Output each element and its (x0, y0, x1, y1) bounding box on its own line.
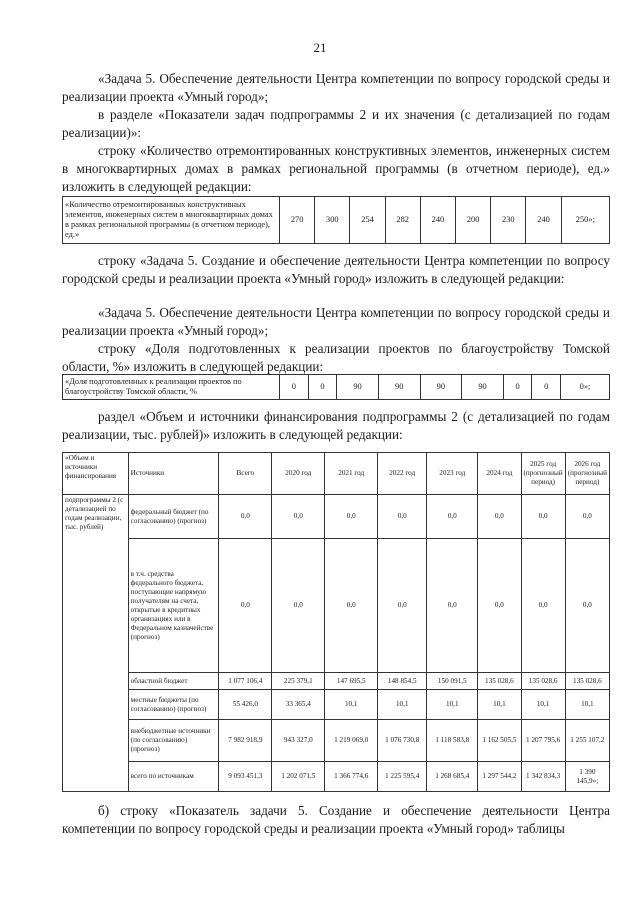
table-cell-label: «Количество отремонтированных конструктивных элементов, инженерных систем в многоквартирных домах в рамках региональной программы (в отчетном периоде), ед.» (63, 197, 280, 244)
table-cell: 0 (503, 375, 532, 400)
table-cell: 10,1 (325, 690, 378, 720)
financing-table (62, 452, 610, 792)
table-cell: 7 982 918,9 (219, 719, 272, 761)
table-cell: 0,0 (219, 495, 272, 539)
table-row (63, 719, 610, 761)
table-cell: 0 (308, 375, 337, 400)
table-cell: 943 327,0 (272, 719, 325, 761)
table-cell-source: в т.ч. средства федерального бюджета, поступающие напрямую получателям на счета, открытые в кредитных организациях или в Федеральном казначействе (прогноз) (128, 539, 219, 673)
table-cell: 0 (532, 375, 561, 400)
table-cell: 10,1 (378, 690, 427, 720)
table-cell: 0,0 (378, 495, 427, 539)
table-cell: 1 202 071,5 (272, 762, 325, 792)
paragraph-row-repaired-elements: строку «Количество отремонтированных конструктивных элементов, инженерных систем в многоквартирных домах в рамках региональной программы (в отчетном периоде), ед.» изложить в следующей редакции: (62, 143, 610, 194)
table-corner-cell: «Объем и источники финансирования (63, 453, 129, 495)
table-cell: 1 268 685,4 (427, 762, 478, 792)
share-projects-table (62, 374, 610, 400)
table-cell: 1 342 834,3 (521, 762, 565, 792)
table-cell: 0,0 (565, 539, 609, 673)
table-cell: 282 (385, 197, 420, 244)
table-header-cell: 2023 год (427, 453, 478, 495)
paragraph-row-task5-create: строку «Задача 5. Создание и обеспечение деятельности Центра компетенции по вопросу городской среды и реализации проекта «Умный город» изложить в следующей редакции: (62, 253, 610, 286)
table-cell: 0,0 (378, 539, 427, 673)
table-cell: 1 225 595,4 (378, 762, 427, 792)
table-cell-source: внебюджетные источники (по согласованию) (прогноз) (128, 719, 219, 761)
table-cell: 0»; (561, 375, 610, 400)
table-cell: 1 255 107,2 (565, 719, 609, 761)
table-cell: 1 366 774,6 (325, 762, 378, 792)
table-header-cell: 2026 год (прогнозный период) (565, 453, 609, 495)
table-cell: 1 162 505,5 (478, 719, 521, 761)
table-cell: 0,0 (427, 495, 478, 539)
table-header-cell: Всего (219, 453, 272, 495)
table-cell: 10,1 (478, 690, 521, 720)
table-cell: 0,0 (219, 539, 272, 673)
table-cell: 0,0 (478, 495, 521, 539)
table-cell: 90 (337, 375, 379, 400)
table-cell-label: «Доля подготовленных к реализации проектов по благоустройству Томской области, % (63, 375, 280, 400)
table-cell: 135 028,6 (565, 673, 609, 690)
table-cell: 90 (378, 375, 420, 400)
table-cell: 1 297 544,2 (478, 762, 521, 792)
table-row (63, 762, 610, 792)
table-row-header: подпрограммы 2 (с детализацией по годам реализации, тыс. рублей) (63, 495, 129, 792)
table-cell: 0,0 (272, 495, 325, 539)
table-cell-source: всего по источникам (128, 762, 219, 792)
table-cell: 254 (350, 197, 385, 244)
table-cell: 0,0 (325, 539, 378, 673)
table-header-cell: 2024 год (478, 453, 521, 495)
table-cell: 250»; (561, 197, 609, 244)
paragraph-task5: «Задача 5. Обеспечение деятельности Центра компетенции по вопросу городской среды и реализации проекта «Умный город»; (62, 71, 610, 104)
page-number: 21 (313, 40, 327, 55)
table-cell-source: федеральный бюджет (по согласованию) (прогноз) (128, 495, 219, 539)
table-cell-source: областной бюджет (128, 673, 219, 690)
table-header-cell: 2025 год (прогнозный период) (521, 453, 565, 495)
table-row (63, 197, 610, 244)
table-cell: 0,0 (521, 495, 565, 539)
table-cell: 1 390 145,9»; (565, 762, 609, 792)
table-row (63, 539, 610, 673)
paragraph-row-share-projects: строку «Доля подготовленных к реализации проектов по благоустройству Томской области, %» изложить в следующей редакции: (62, 341, 610, 374)
table-cell: 147 695,5 (325, 673, 378, 690)
table-cell: 300 (315, 197, 350, 244)
table-cell: 225 379,1 (272, 673, 325, 690)
paragraph-section-indicators: в разделе «Показатели задач подпрограммы 2 и их значения (с детализацией по годам реализации)»: (62, 107, 610, 140)
table-cell: 0 (280, 375, 309, 400)
table-cell: 240 (420, 197, 455, 244)
table-cell: 1 207 795,6 (521, 719, 565, 761)
table-cell: 90 (462, 375, 504, 400)
table-header-cell: 2022 год (378, 453, 427, 495)
table-row (63, 375, 610, 400)
table-cell: 1 118 583,8 (427, 719, 478, 761)
table-cell: 1 077 106,4 (219, 673, 272, 690)
paragraph-item-b: б) строку «Показатель задачи 5. Создание и обеспечение деятельности Центра компетенции по вопросу городской среды и реализации проекта «Умный город» таблицы (62, 803, 610, 836)
table-cell: 135 028,6 (478, 673, 521, 690)
table-cell: 135 028,6 (521, 673, 565, 690)
table-cell: 9 093 451,3 (219, 762, 272, 792)
table-cell: 33 365,4 (272, 690, 325, 720)
table-cell: 230 (491, 197, 526, 244)
table-cell: 10,1 (427, 690, 478, 720)
table-cell: 55 426,0 (219, 690, 272, 720)
table-header-cell: 2021 год (325, 453, 378, 495)
paragraph-section-financing: раздел «Объем и источники финансирования подпрограммы 2 (с детализацией по годам реализации, тыс. рублей)» изложить в следующей редакции: (62, 409, 610, 442)
table-cell: 0,0 (478, 539, 521, 673)
table-cell: 148 854,5 (378, 673, 427, 690)
table-cell: 150 091,5 (427, 673, 478, 690)
table-cell-source: местные бюджеты (по согласованию) (прогноз) (128, 690, 219, 720)
table-cell: 0,0 (521, 539, 565, 673)
table-cell: 10,1 (521, 690, 565, 720)
table-cell: 200 (456, 197, 491, 244)
table-cell: 0,0 (325, 495, 378, 539)
table-row (63, 673, 610, 690)
table-row (63, 690, 610, 720)
table-cell: 0,0 (565, 495, 609, 539)
table-cell: 1 219 069,0 (325, 719, 378, 761)
table-cell: 0,0 (272, 539, 325, 673)
table-cell: 240 (526, 197, 561, 244)
table-header-row (63, 453, 610, 495)
table-header-cell: 2020 год (272, 453, 325, 495)
paragraph-task5-new: «Задача 5. Обеспечение деятельности Центра компетенции по вопросу городской среды и реализации проекта «Умный город»; (62, 305, 610, 338)
table-cell: 0,0 (427, 539, 478, 673)
table-header-cell: Источники (128, 453, 219, 495)
table-cell: 10,1 (565, 690, 609, 720)
table-row (63, 495, 610, 539)
table-cell: 1 076 730,8 (378, 719, 427, 761)
repaired-elements-table (62, 196, 610, 244)
table-cell: 270 (280, 197, 315, 244)
table-cell: 90 (420, 375, 462, 400)
